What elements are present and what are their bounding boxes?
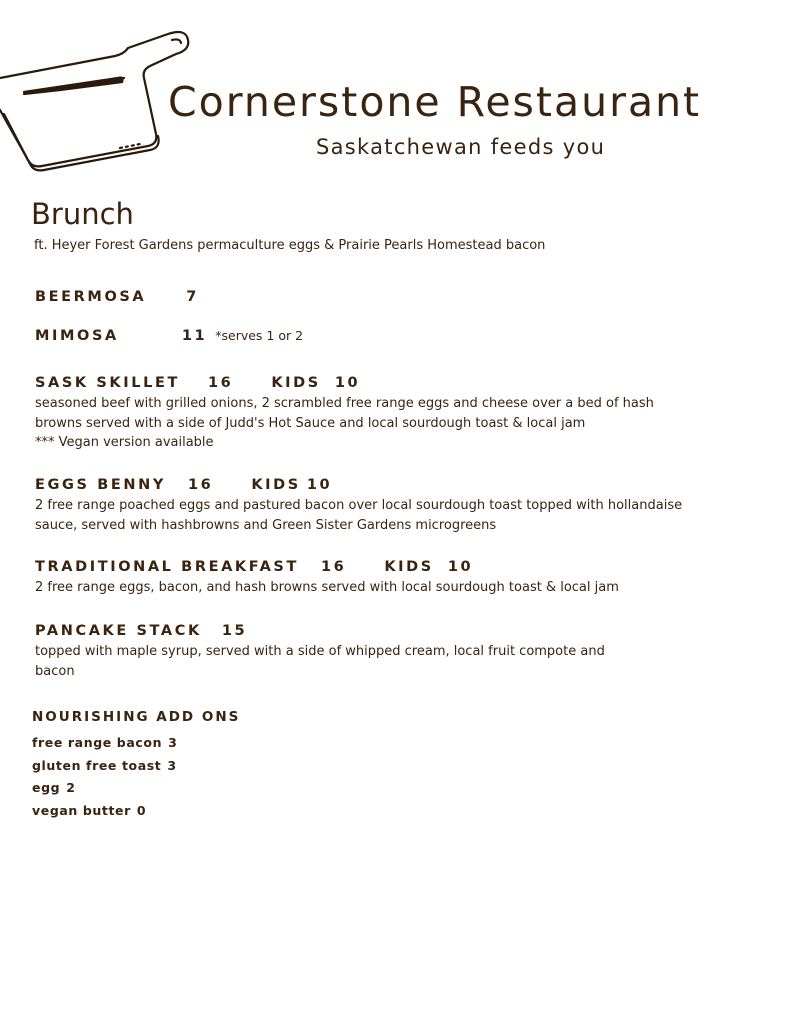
item-price: 16 <box>207 375 234 391</box>
item-price: 16 <box>320 559 347 575</box>
item-name: MIMOSA <box>35 328 119 344</box>
menu-item-beermosa <box>35 289 199 305</box>
item-name: BEERMOSA <box>35 289 147 305</box>
menu-item-eggs-benny <box>35 477 695 535</box>
item-description: 2 free range eggs, bacon, and hash browns served with local sourdough toast & local jam <box>35 580 619 595</box>
menu-item-traditional-breakfast <box>35 559 695 598</box>
item-name: PANCAKE STACK <box>35 623 202 639</box>
menu-item-pancake-stack <box>35 623 645 681</box>
kids-label: KIDS <box>384 559 434 575</box>
addons-title: NOURISHING ADD ONS <box>32 709 241 725</box>
addon-item: vegan butter 0 <box>32 802 147 818</box>
kids-price: 10 <box>306 477 333 493</box>
addon-item: free range bacon 3 <box>32 735 178 750</box>
item-price: 11 <box>181 328 208 344</box>
addon-item: egg 2 <box>32 780 76 795</box>
kids-label: KIDS <box>251 477 301 493</box>
item-extra: *** Vegan version available <box>35 435 214 450</box>
section-title: Brunch <box>31 197 134 231</box>
item-name: EGGS BENNY <box>35 477 166 493</box>
item-price: 16 <box>187 477 214 493</box>
item-description: seasoned beef with grilled onions, 2 scrambled free range eggs and cheese over a bed of hash browns served with a side of Judd's Hot Sauce and local sourdough toast & local jam *** Vegan version available <box>35 396 654 450</box>
menu-item-sask-skillet <box>35 375 695 453</box>
item-name: TRADITIONAL BREAKFAST <box>35 559 299 575</box>
item-description: topped with maple syrup, served with a side of whipped cream, local fruit compote and bacon <box>35 644 605 679</box>
item-name: SASK SKILLET <box>35 375 180 391</box>
restaurant-title: Cornerstone Restaurant <box>168 78 702 126</box>
item-price: 7 <box>186 289 199 305</box>
menu-item-mimosa <box>35 328 303 344</box>
item-description: 2 free range poached eggs and pastured bacon over local sourdough toast topped with hollandaise sauce, served with hashbrowns and Green Sister Gardens microgreens <box>35 498 683 533</box>
restaurant-tagline: Saskatchewan feeds you <box>316 135 606 159</box>
addons-section <box>32 709 240 825</box>
addon-item: gluten free toast 3 <box>32 757 177 773</box>
section-subtitle: ft. Heyer Forest Gardens permaculture eggs & Prairie Pearls Homestead bacon <box>34 238 546 253</box>
kids-price: 10 <box>334 375 361 391</box>
item-note: *serves 1 or 2 <box>215 328 304 343</box>
kids-label: KIDS <box>271 375 321 391</box>
kids-price: 10 <box>447 559 474 575</box>
item-price: 15 <box>221 623 248 639</box>
